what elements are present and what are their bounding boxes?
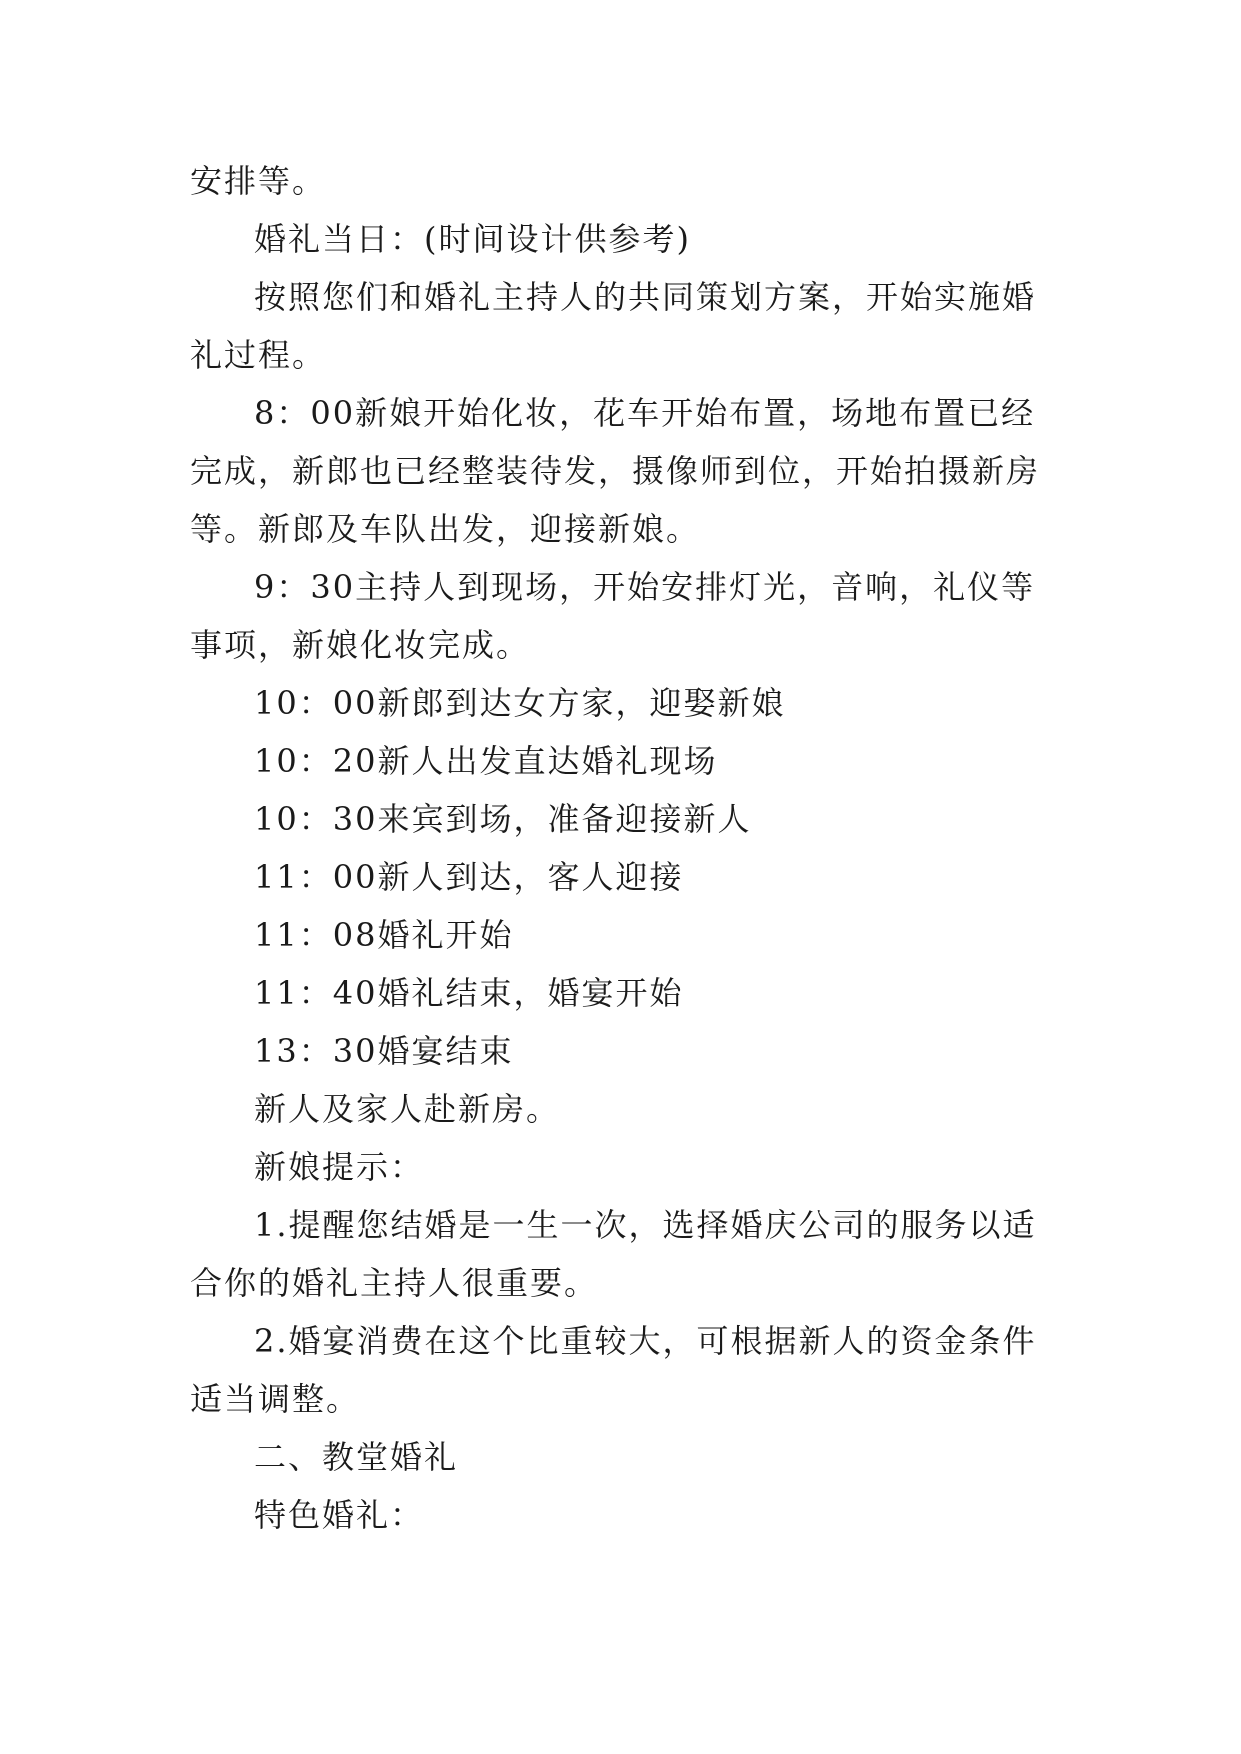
schedule-item-1330: 13：30婚宴结束 <box>254 1032 514 1070</box>
schedule-item-0930: 9：30主持人到现场，开始安排灯光，音响，礼仪等事项，新娘化妆完成。 <box>190 568 1036 664</box>
bride-tip-2: 2.婚宴消费在这个比重较大，可根据新人的资金条件适当调整。 <box>190 1322 1037 1418</box>
paragraph-plan-intro: 按照您们和婚礼主持人的共同策划方案，开始实施婚礼过程。 <box>190 278 1037 374</box>
schedule-item-1030: 10：30来宾到场，准备迎接新人 <box>254 800 752 838</box>
paragraph-featured-wedding: 特色婚礼： <box>254 1496 425 1534</box>
schedule-item-1100: 11：00新人到达，客人迎接 <box>254 858 684 896</box>
paragraph-go-home: 新人及家人赴新房。 <box>254 1090 561 1128</box>
bride-tip-1: 1.提醒您结婚是一生一次，选择婚庆公司的服务以适合你的婚礼主持人很重要。 <box>190 1206 1037 1302</box>
bride-tips-heading: 新娘提示： <box>254 1148 425 1186</box>
schedule-item-1020: 10：20新人出发直达婚礼现场 <box>254 742 718 780</box>
schedule-item-1000: 10：00新郎到达女方家，迎娶新娘 <box>254 684 786 722</box>
paragraph-wedding-day-heading: 婚礼当日：(时间设计供参考) <box>254 220 691 258</box>
paragraph-continuation: 安排等。 <box>190 162 327 200</box>
document-body <box>190 152 1050 1544</box>
schedule-item-1108: 11：08婚礼开始 <box>254 916 514 954</box>
schedule-item-1140: 11：40婚礼结束，婚宴开始 <box>254 974 684 1012</box>
section-heading-church-wedding: 二、教堂婚礼 <box>254 1438 459 1476</box>
schedule-item-0800: 8：00新娘开始化妆，花车开始布置，场地布置已经完成，新郎也已经整装待发，摄像师到位，开始拍摄新房等。新郎及车队出发，迎接新娘。 <box>190 394 1041 548</box>
